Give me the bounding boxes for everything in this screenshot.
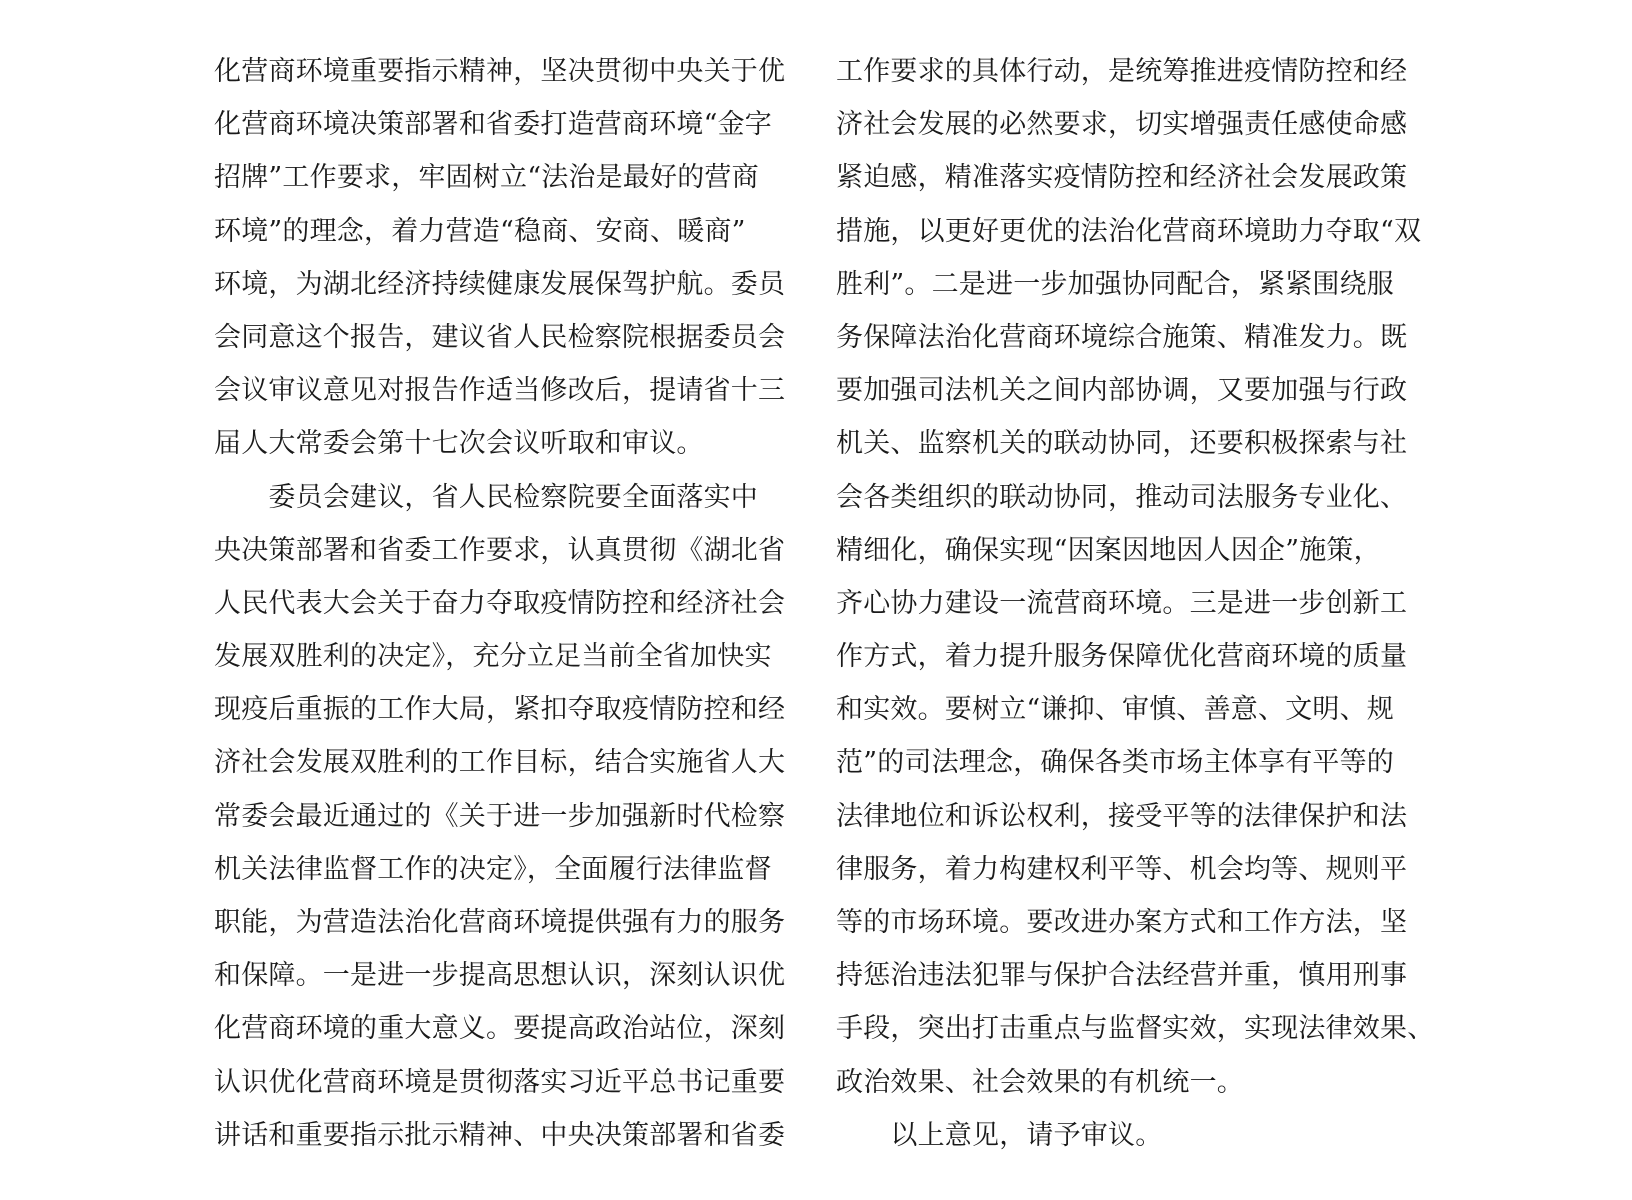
text-line: 作方式，着力提升服务保障优化营商环境的质量 [836, 641, 1408, 673]
text-line: 讲话和重要指示批示精神、中央决策部署和省委 [214, 1119, 786, 1151]
text-line: 认识优化营商环境是贯彻落实习近平总书记重要 [214, 1066, 786, 1098]
text-line: 等的市场环境。要改进办案方式和工作方法，坚 [836, 907, 1408, 938]
left-text-column [214, 45, 794, 1162]
text-line: 会同意这个报告，建议省人民检察院根据委员会 [214, 321, 786, 353]
text-line: 发展双胜利的决定》，充分立足当前全省加快实 [214, 641, 772, 673]
text-line: 以上意见，请予审议。 [836, 1119, 1163, 1151]
text-line: 法律地位和诉讼权利，接受平等的法律保护和法 [836, 800, 1408, 832]
text-line: 胜利”。二是进一步加强协同配合，紧紧围绕服 [836, 268, 1395, 300]
text-line: 环境”的理念，着力营造“稳商、安商、暖商” [214, 215, 746, 247]
text-line: 要加强司法机关之间内部协调，又要加强与行政 [836, 375, 1408, 407]
text-line: 会各类组织的联动协同，推动司法服务专业化、 [836, 481, 1408, 513]
text-line: 环境，为湖北经济持续健康发展保驾护航。委员 [214, 268, 786, 300]
text-line: 精细化，确保实现“因案因地因人因企”施策， [836, 534, 1381, 566]
text-line: 人民代表大会关于奋力夺取疫情防控和经济社会 [214, 587, 786, 619]
text-line: 职能，为营造法治化营商环境提供强有力的服务 [214, 907, 786, 938]
text-line: 济社会发展双胜利的工作目标，结合实施省人大 [214, 747, 786, 779]
text-line: 范”的司法理念，确保各类市场主体享有平等的 [836, 747, 1395, 779]
text-line: 化营商环境决策部署和省委打造营商环境“金字 [214, 109, 773, 141]
text-line: 央决策部署和省委工作要求，认真贯彻《湖北省 [214, 534, 786, 566]
text-line: 务保障法治化营商环境综合施策、精准发力。既 [836, 321, 1408, 353]
text-line: 招牌”工作要求，牢固树立“法治是最好的营商 [214, 162, 759, 194]
text-line: 紧迫感，精准落实疫情防控和经济社会发展政策 [836, 162, 1408, 194]
text-line: 工作要求的具体行动，是统筹推进疫情防控和经 [836, 56, 1408, 87]
text-line: 政治效果、社会效果的有机统一。 [836, 1066, 1244, 1098]
text-line: 委员会建议，省人民检察院要全面落实中 [214, 481, 758, 513]
text-line: 手段，突出打击重点与监督实效，实现法律效果、 [836, 1013, 1435, 1045]
text-line: 和实效。要树立“谦抑、审慎、善意、文明、规 [836, 694, 1395, 726]
text-line: 持惩治违法犯罪与保护合法经营并重，慎用刑事 [836, 960, 1408, 992]
text-line: 和保障。一是进一步提高思想认识，深刻认识优 [214, 960, 786, 992]
text-line: 现疫后重振的工作大局，紧扣夺取疫情防控和经 [214, 694, 786, 726]
text-line: 化营商环境的重大意义。要提高政治站位，深刻 [214, 1013, 786, 1045]
text-line: 齐心协力建设一流营商环境。三是进一步创新工 [836, 587, 1408, 619]
text-line: 化营商环境重要指示精神，坚决贯彻中央关于优 [214, 56, 786, 87]
text-line: 会议审议意见对报告作适当修改后，提请省十三 [214, 375, 786, 407]
text-line: 机关、监察机关的联动协同，还要积极探索与社 [836, 428, 1408, 460]
text-line: 济社会发展的必然要求，切实增强责任感使命感 [836, 109, 1408, 141]
text-line: 措施，以更好更优的法治化营商环境助力夺取“双 [836, 215, 1422, 247]
text-line: 届人大常委会第十七次会议听取和审议。 [214, 428, 704, 460]
right-text-column [836, 45, 1435, 1162]
text-line: 常委会最近通过的《关于进一步加强新时代检察 [214, 800, 786, 832]
text-line: 机关法律监督工作的决定》，全面履行法律监督 [214, 853, 772, 885]
text-line: 律服务，着力构建权利平等、机会均等、规则平 [836, 853, 1408, 885]
